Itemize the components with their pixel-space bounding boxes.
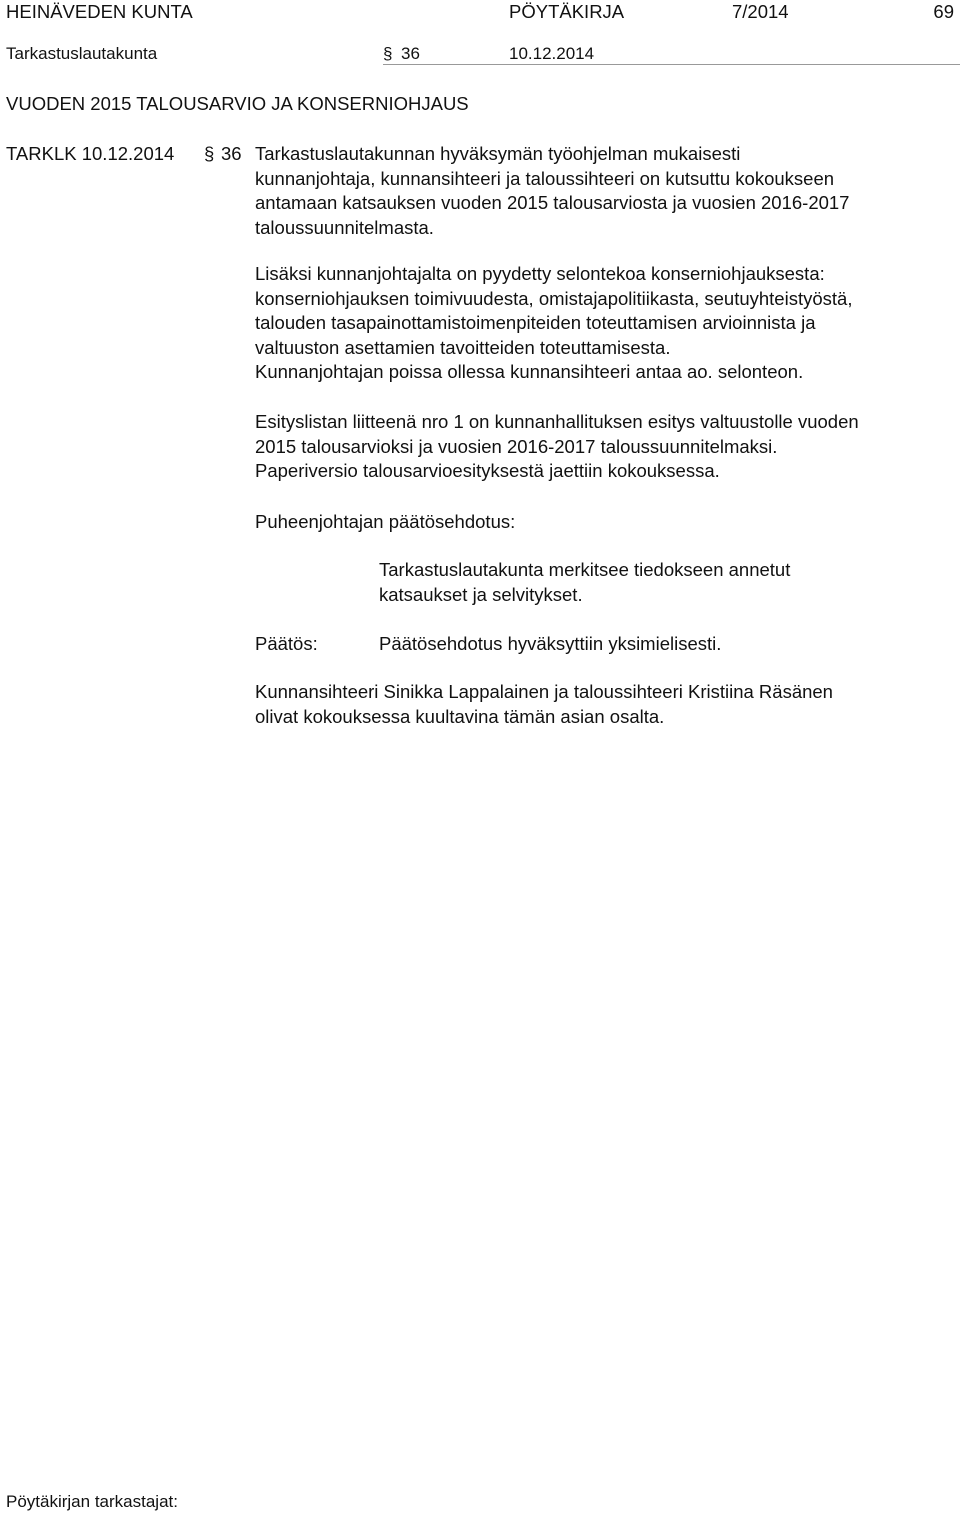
paragraph-line: Lisäksi kunnanjohtajalta on pyydetty selontekoa konserniohjauksesta: xyxy=(255,263,825,284)
committee-name: Tarkastuslautakunta xyxy=(6,44,158,63)
document-type: PÖYTÄKIRJA xyxy=(509,1,625,22)
reference-code: TARKLK 10.12.2014 xyxy=(6,143,175,164)
attachment-paragraph xyxy=(255,410,960,484)
group-control-paragraph xyxy=(255,262,960,385)
paragraph-line: Paperiversio talousarvioesityksestä jaettiin kokouksessa. xyxy=(255,460,720,482)
item-title: VUODEN 2015 TALOUSARVIO JA KONSERNIOHJAUS xyxy=(6,93,469,114)
paragraph-line: 2015 talousarvioksi ja vuosien 2016-2017 taloussuunnitelmaksi. xyxy=(255,435,778,457)
proposal-heading xyxy=(255,510,960,535)
paragraph-line: kunnanjohtaja, kunnansihteeri ja taloussihteeri on kutsuttu kokoukseen xyxy=(255,167,835,189)
organization-name: HEINÄVEDEN KUNTA xyxy=(6,1,193,22)
proposal-heading-text: Puheenjohtajan päätösehdotus: xyxy=(255,511,516,532)
section-number: 36 xyxy=(401,44,420,63)
intro-paragraph xyxy=(255,142,960,240)
paragraph-line: antamaan katsauksen vuoden 2015 talousarviosta ja vuosien 2016-2017 xyxy=(255,192,850,214)
decision-label: Päätös: xyxy=(255,633,318,654)
paragraph-line: Esityslistan liitteenä nro 1 on kunnanhallituksen esitys valtuustolle vuoden xyxy=(255,411,859,432)
paragraph-line: taloussuunnitelmasta. xyxy=(255,216,434,238)
reference-section-number: 36 xyxy=(221,143,242,164)
attendance-paragraph xyxy=(255,680,960,729)
meeting-date: 10.12.2014 xyxy=(509,44,595,63)
issue-number: 7/2014 xyxy=(732,1,789,22)
reference-section-symbol-icon: § xyxy=(204,143,215,164)
paragraph-line: talouden tasapainottamistoimenpiteiden toteuttamisen arvioinnista ja xyxy=(255,312,816,334)
minutes-reviewers-label: Pöytäkirjan tarkastajat: xyxy=(6,1492,178,1511)
proposal-paragraph xyxy=(379,558,939,607)
page-number: 69 xyxy=(933,1,954,22)
paragraph-line: Kunnanjohtajan poissa ollessa kunnansihteeri antaa ao. selonteon. xyxy=(255,361,804,383)
paragraph-line: Tarkastuslautakunnan hyväksymän työohjelman mukaisesti xyxy=(255,143,741,164)
paragraph-line: Tarkastuslautakunta merkitsee tiedokseen annetut xyxy=(379,559,791,580)
decision-text: Päätösehdotus hyväksyttiin yksimielisesti. xyxy=(379,633,722,654)
paragraph-line: konserniohjauksen toimivuudesta, omistajapolitiikasta, seutuyhteistyöstä, xyxy=(255,287,853,309)
paragraph-line: olivat kokouksessa kuultavina tämän asian osalta. xyxy=(255,705,665,727)
paragraph-line: valtuuston asettamien tavoitteiden toteuttamisesta. xyxy=(255,336,671,358)
header-divider xyxy=(383,64,960,65)
section-symbol-icon: § xyxy=(383,44,393,63)
paragraph-line: Kunnansihteeri Sinikka Lappalainen ja taloussihteeri Kristiina Räsänen xyxy=(255,681,833,702)
paragraph-line: katsaukset ja selvitykset. xyxy=(379,583,583,605)
